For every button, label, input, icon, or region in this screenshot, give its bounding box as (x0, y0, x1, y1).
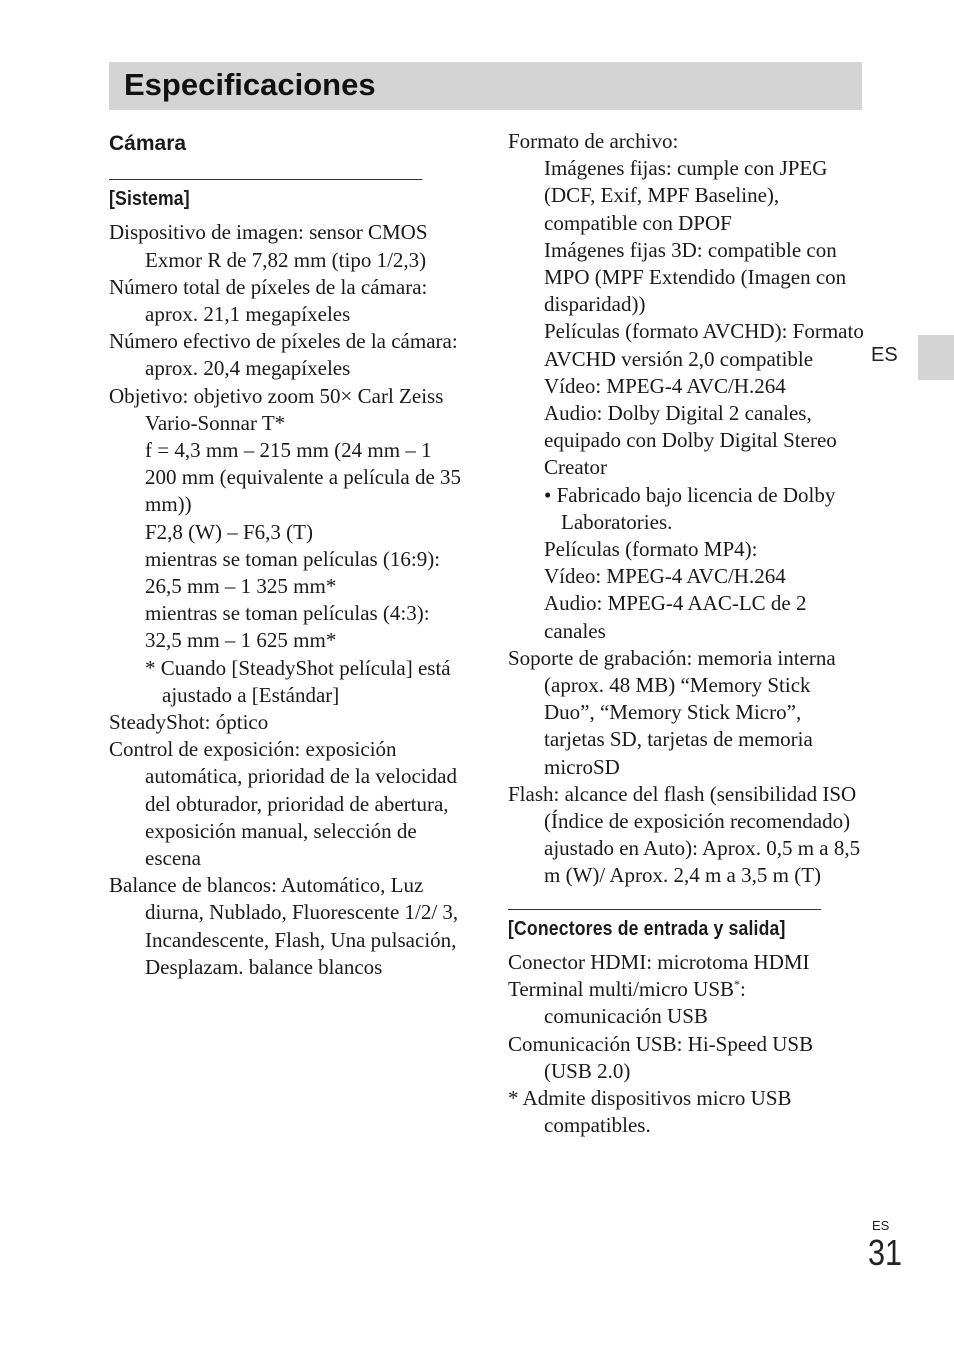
connectors-section-heading: [Conectores de entrada y salida] (508, 909, 821, 943)
spec-white-balance: Balance de blancos: Automático, Luz diurna, Nublado, Fluorescente 1/2/ 3, Incandescente, Flash, Una pulsación, Desplazam. balance blancos (109, 873, 459, 979)
spec-movie-4-3: mientras se toman películas (4:3): 32,5 mm – 1 625 mm* (145, 601, 430, 653)
page-language-code: ES (872, 1218, 890, 1233)
spec-exposure-control: Control de exposición: exposición automática, prioridad de la velocidad del obturador, prioridad de abertura, exposición manual, selección de escena (109, 737, 457, 871)
language-side-tab (918, 335, 954, 380)
spec-flash: Flash: alcance del flash (sensibilidad ISO (Índice de exposición recomendado) ajustado en Auto): Aprox. 0,5 m a 8,5 m (W)/ Aprox. 2,4 m a 3,5 m (T) (508, 781, 861, 888)
spec-avchd-video: Vídeo: MPEG-4 AVC/H.264 (544, 373, 786, 398)
page-number: 31 (868, 1232, 903, 1273)
spec-lens: Objetivo: objetivo zoom 50× Carl Zeiss Vario-Sonnar T* (109, 383, 444, 435)
spec-steadyshot: SteadyShot: óptico (109, 710, 269, 735)
spec-aperture: F2,8 (W) – F6,3 (T) (145, 519, 313, 544)
spec-effective-pixels-value: aprox. 20,4 megapíxeles (145, 356, 351, 381)
spec-image-sensor: Dispositivo de imagen: sensor CMOS Exmor R de 7,82 mm (tipo 1/2,3) (109, 220, 428, 272)
spec-avchd-audio: Audio: Dolby Digital 2 canales, equipado con Dolby Digital Stereo Creator (544, 401, 837, 480)
spec-movie-16-9: mientras se toman películas (16:9): 26,5 mm – 1 325 mm* (145, 546, 441, 599)
spec-usb-terminal (508, 976, 864, 1030)
spec-still-images: Imágenes fijas: cumple con JPEG (DCF, Exif, MPF Baseline), compatible con DPOF (544, 156, 828, 235)
spec-file-format: Formato de archivo: (508, 129, 679, 153)
spec-recording-media: Soporte de grabación: memoria interna (aprox. 48 MB) “Memory Stick Duo”, “Memory Stick Micro”, tarjetas SD, tarjetas de memoria microSD (508, 645, 836, 779)
spec-hdmi: Conector HDMI: microtoma HDMI (508, 949, 810, 974)
spec-steadyshot-note: * Cuando [SteadyShot película] está ajustado a [Estándar] (145, 655, 451, 707)
title-bar (109, 62, 862, 110)
camera-heading: Cámara (109, 132, 187, 155)
spec-movies-mp4: Películas (formato MP4): (544, 537, 758, 562)
left-column (109, 128, 465, 981)
spec-movies-avchd: Películas (formato AVCHD): Formato AVCHD versión 2,0 compatible (544, 319, 864, 371)
right-column (508, 128, 864, 1139)
system-section-heading: [Sistema] (109, 179, 422, 213)
language-side-label: ES (871, 344, 898, 366)
spec-still-images-3d: Imágenes fijas 3D: compatible con MPO (MPF Extendido (Imagen con disparidad)) (544, 237, 847, 317)
footnote-marker: * (734, 977, 741, 992)
spec-effective-pixels: Número efectivo de píxeles de la cámara: (109, 329, 458, 354)
spec-usb-communication: Comunicación USB: Hi-Speed USB (USB 2.0) (508, 1031, 814, 1083)
spec-usb-terminal-value: : comunicación USB (544, 977, 746, 1029)
spec-dolby-note: • Fabricado bajo licencia de Dolby Laboratories. (544, 482, 836, 534)
spec-mp4-audio: Audio: MPEG-4 AAC-LC de 2 canales (544, 591, 807, 643)
spec-usb-footnote: * Admite dispositivos micro USB compatibles. (508, 1085, 792, 1138)
spec-focal-length: f = 4,3 mm – 215 mm (24 mm – 1 200 mm (equivalente a película de 35 mm)) (145, 438, 462, 517)
page-title: Especificaciones (124, 67, 376, 102)
spec-usb-terminal-label: Terminal multi/micro USB (508, 977, 735, 1002)
spec-mp4-video: Vídeo: MPEG-4 AVC/H.264 (544, 564, 786, 589)
spec-total-pixels: Número total de píxeles de la cámara: aprox. 21,1 megapíxeles (109, 274, 428, 327)
